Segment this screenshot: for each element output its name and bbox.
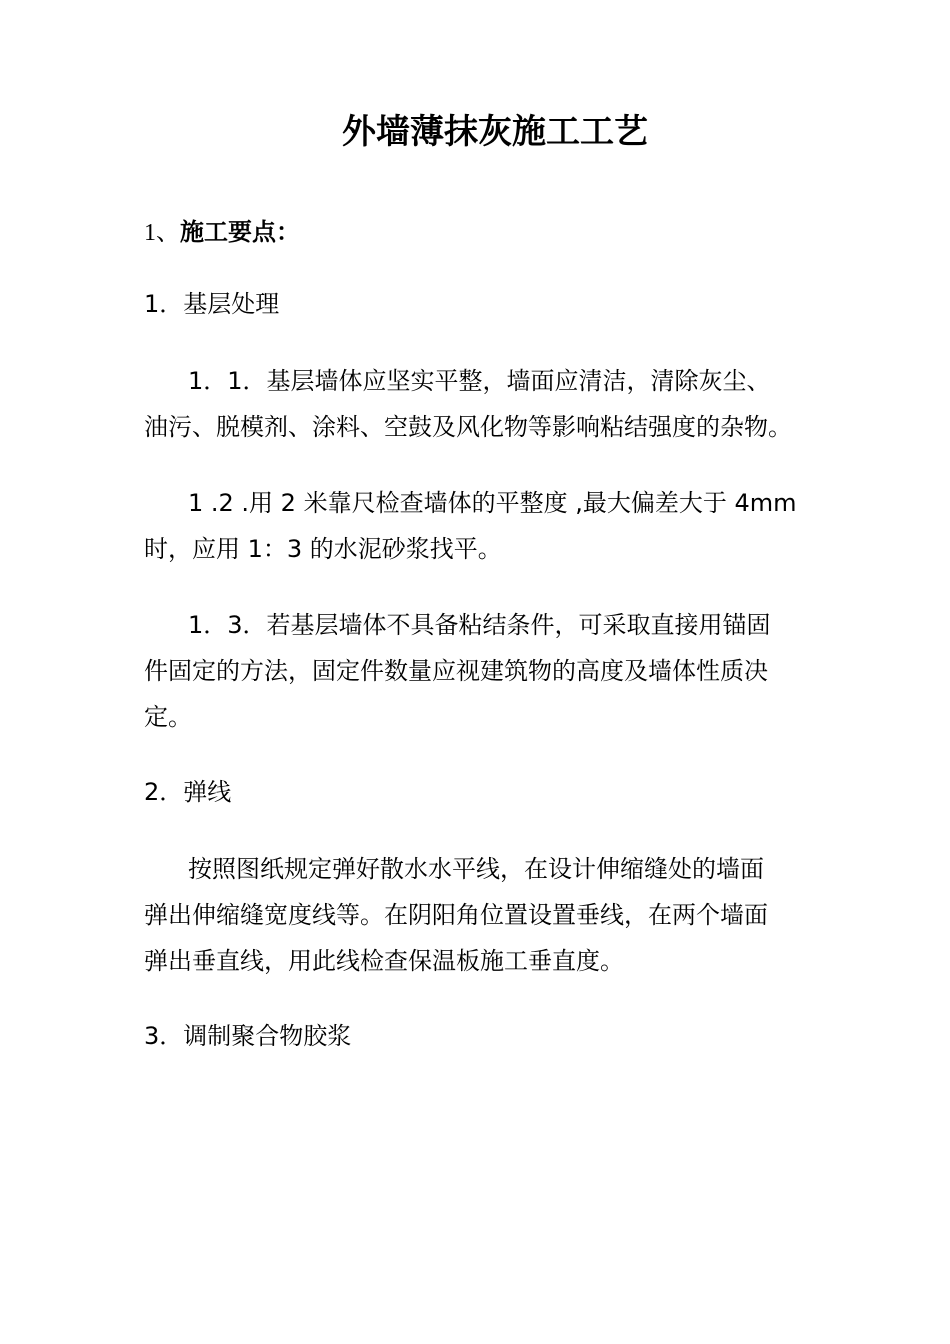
- paragraph-line: 按照图纸规定弹好散水水平线，在设计伸缩缝处的墙面: [188, 855, 764, 883]
- paragraph-1-2: [144, 480, 814, 572]
- heading-number: 1、: [144, 220, 180, 246]
- document-title: 外墙薄抹灰施工工艺: [342, 112, 648, 152]
- paragraph-line: 弹出垂直线，用此线检查保温板施工垂直度。: [144, 947, 624, 975]
- heading-text: 施工要点：: [180, 218, 300, 246]
- paragraph-line: 1 .2 .用 2 米靠尺检查墙体的平整度 ,最大偏差大于 4mm: [188, 489, 797, 517]
- paragraph-line: 弹出伸缩缝宽度线等。在阴阳角位置设置垂线，在两个墙面: [144, 901, 768, 929]
- paragraph-1-3: [144, 602, 814, 740]
- paragraph-line: 时，应用 1：3 的水泥砂浆找平。: [144, 535, 502, 563]
- section-heading-line-marking: 2．弹线: [144, 778, 232, 806]
- section-heading-polymer-mortar: 3．调制聚合物胶浆: [144, 1022, 352, 1050]
- paragraph-line: 定。: [144, 703, 192, 731]
- paragraph-line: 件固定的方法，固定件数量应视建筑物的高度及墙体性质决: [144, 657, 768, 685]
- paragraph-line: 油污、脱模剂、涂料、空鼓及风化物等影响粘结强度的杂物。: [144, 413, 792, 441]
- section-heading-base-treatment: 1．基层处理: [144, 290, 280, 318]
- paragraph-line: 1．3．若基层墙体不具备粘结条件，可采取直接用锚固: [188, 611, 771, 639]
- heading-construction-points: [144, 216, 300, 249]
- paragraph-2: [144, 846, 814, 984]
- paragraph-1-1: [144, 358, 814, 450]
- paragraph-line: 1．1．基层墙体应坚实平整，墙面应清洁，清除灰尘、: [188, 367, 771, 395]
